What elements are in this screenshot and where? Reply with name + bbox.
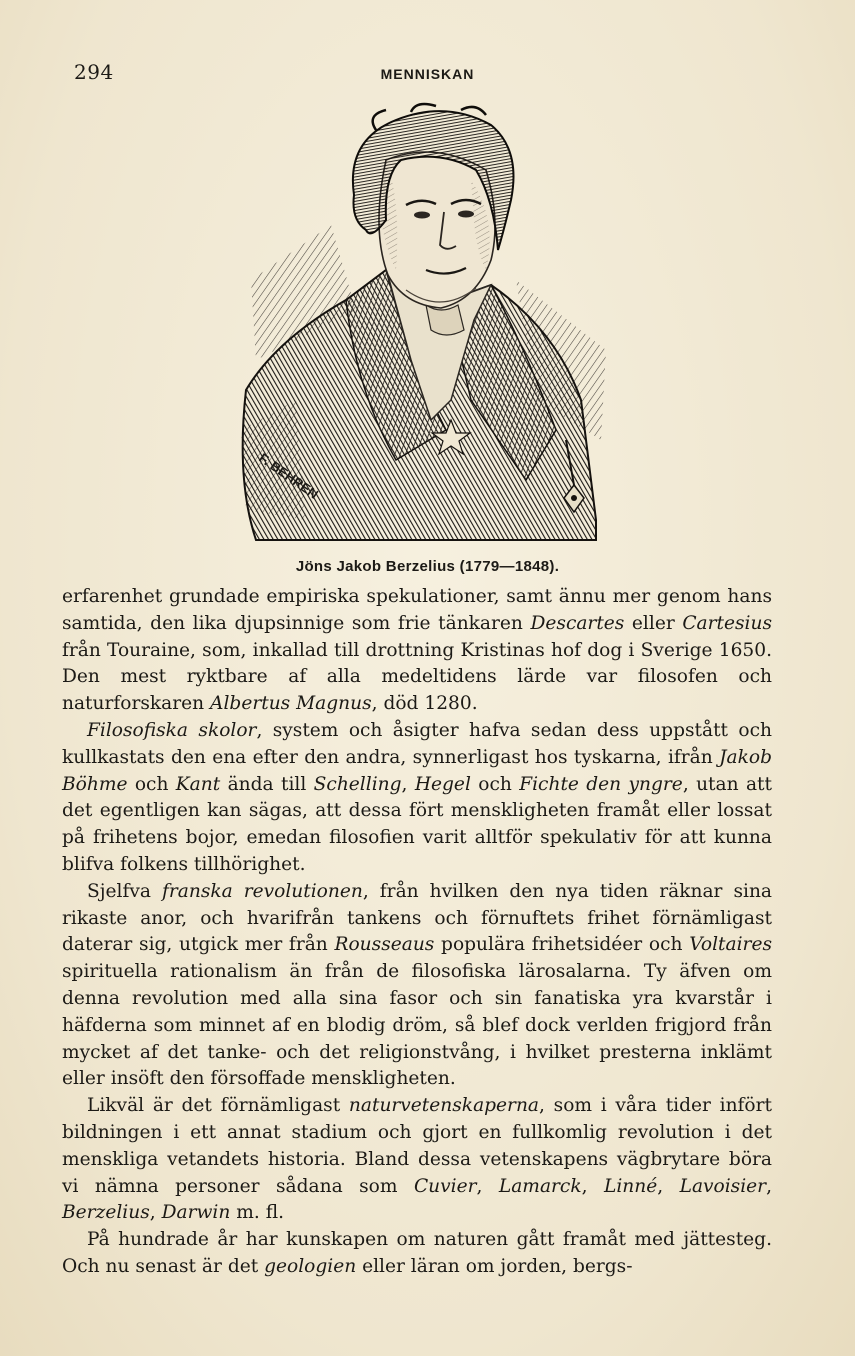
italic-text-segment: Descartes [530, 612, 625, 634]
text-segment: , som i våra tider infört bildningen i ett annat stadium och gjort en fullkomlig revolution i det menskliga vetandets historia. Bland dessa vetenskapens vägbrytare böra vi nämna personer sådana som [62, 1095, 772, 1197]
text-segment: populära frihetsidéer och [434, 934, 690, 956]
italic-text-segment: Lamarck [498, 1175, 582, 1197]
page-number: 294 [74, 60, 114, 84]
text-segment: Sjelfva [87, 880, 162, 902]
italic-text-segment: Lavoisier [679, 1175, 767, 1197]
paragraph [62, 718, 772, 879]
text-segment: spirituella rationalism än från de filosofiska lärosalarna. Ty äfven om denna revolution med alla sina fasor och sin fanatiska yra kvarstår i häfderna som minnet af en blodig dröm, så blef dock verlden frigjord från mycket af det tanke- och det religionstvång, i hvilket presterna inklämt eller insöft den försoffade menskligheten. [62, 961, 772, 1090]
italic-text-segment: Darwin [161, 1202, 231, 1224]
body-text [62, 584, 772, 1281]
text-segment: , [766, 1175, 772, 1197]
italic-text-segment: Rousseaus [334, 934, 435, 956]
italic-text-segment: franska revolutionen [161, 880, 363, 902]
italic-text-segment: Schelling [313, 773, 402, 795]
text-segment: , från hvilken den nya tiden räknar sina rikaste anor, och hvarifrån tankens och förnuftets frihet förnämligast daterar sig, utgick mer från [62, 880, 773, 956]
italic-text-segment: Fichte den yngre [519, 773, 683, 795]
italic-text-segment: Cuvier [413, 1175, 477, 1197]
text-segment: , [657, 1175, 680, 1197]
paragraph [62, 1093, 772, 1227]
text-segment: , [149, 1202, 162, 1224]
engraver-signature: F. BEHREN [256, 450, 322, 502]
italic-text-segment: Cartesius [682, 612, 772, 634]
italic-text-segment: Albertus Magnus [210, 693, 372, 715]
running-title: MENNISKAN [380, 66, 475, 82]
italic-text-segment: Jakob Böhme [62, 746, 772, 795]
text-segment: , [401, 773, 415, 795]
italic-text-segment: Berzelius [62, 1202, 150, 1224]
text-segment: På hundrade år har kunskapen om naturen gått framåt med jättesteg. Och nu senast är det [62, 1229, 772, 1277]
text-segment: m. fl. [230, 1202, 285, 1224]
text-segment: erfarenhet grundade empiriska spekulationer, samt ännu mer genom hans samtida, den lika djupsinnige som frie tänkaren [62, 586, 772, 634]
text-segment: Likväl är det förnämligast [87, 1095, 349, 1117]
text-segment: eller läran om jorden, bergs- [356, 1255, 633, 1277]
italic-text-segment: naturvetenskaperna [348, 1095, 540, 1117]
paragraph [62, 584, 772, 718]
italic-text-segment: Voltaires [689, 934, 772, 956]
paragraph [62, 879, 772, 1093]
figure-caption: Jöns Jakob Berzelius (1779—1848). [295, 558, 560, 575]
text-segment: ända till [220, 773, 314, 795]
portrait-engraving [236, 100, 611, 545]
text-segment: , utan att det egentligen kan sägas, att dessa fört menskligheten framåt eller lossat på frihetens bojor, emedan filosofien varit alltför spekulativ för att kunna blifva folkens tillhörighet. [62, 773, 772, 875]
italic-text-segment: geologien [264, 1255, 357, 1277]
text-segment: , system och åsigter hafva sedan dess uppstått och kullkastats den ena efter den andra, synnerligast hos tyskarna, ifrån [62, 719, 772, 768]
text-segment: från Touraine, som, inkallad till drottning Kristinas hof dog i Sverige 1650. Den mest ryktbare af alla medeltidens lärde var filosofen och naturforskaren [62, 639, 772, 715]
text-segment: , [476, 1175, 499, 1197]
italic-text-segment: Linné [603, 1175, 658, 1197]
text-segment: eller [624, 612, 683, 634]
italic-text-segment: Filosofiska skolor [87, 719, 257, 741]
italic-text-segment: Kant [175, 773, 221, 795]
italic-text-segment: Hegel [414, 773, 471, 795]
paragraph [62, 1227, 772, 1281]
text-segment: och [470, 773, 520, 795]
text-segment: och [127, 773, 176, 795]
text-segment: , död 1280. [371, 693, 478, 715]
text-segment: , [581, 1175, 604, 1197]
